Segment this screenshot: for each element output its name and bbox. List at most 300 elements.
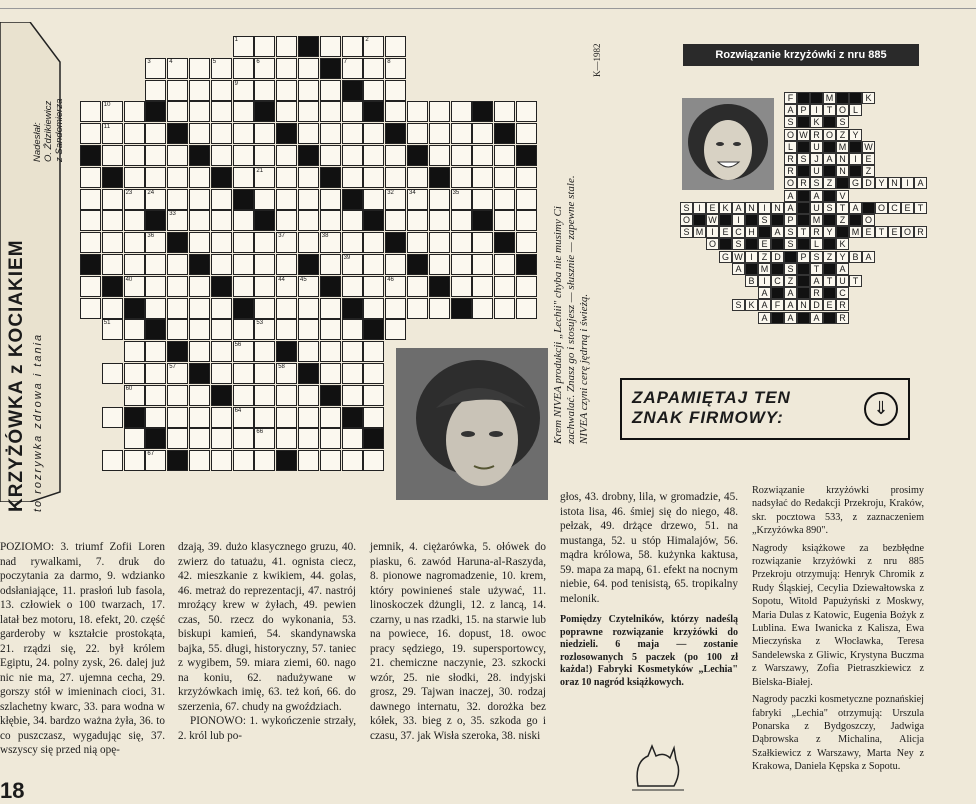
grid-cell	[320, 36, 341, 57]
grid-cell	[385, 210, 406, 231]
clue-number: 60	[125, 385, 133, 392]
grid-cell	[342, 254, 363, 275]
grid-cell	[276, 36, 297, 57]
solution-cell: N	[797, 299, 810, 311]
solution-cell: O	[680, 214, 693, 226]
grid-cell	[276, 428, 297, 449]
grid-cell	[189, 450, 210, 471]
solution-cell: T	[914, 202, 927, 214]
grid-cell	[363, 232, 384, 253]
solution-cell: R	[810, 287, 823, 299]
solution-cell: E	[862, 226, 875, 238]
grid-cell	[472, 276, 493, 297]
solution-block	[797, 141, 810, 153]
solution-cell: E	[888, 226, 901, 238]
solution-cell: D	[810, 299, 823, 311]
solution-block	[745, 263, 758, 275]
clue-number: 9	[234, 80, 238, 87]
clues-column-3	[370, 540, 546, 743]
grid-block	[80, 145, 101, 166]
grid-cell	[233, 80, 254, 101]
solution-block	[823, 190, 836, 202]
solution-block	[823, 238, 836, 250]
solution-cell: I	[693, 202, 706, 214]
grid-cell	[363, 341, 384, 362]
grid-cell	[211, 363, 232, 384]
clue-number: 4	[169, 58, 173, 65]
grid-cell	[124, 341, 145, 362]
solution-cell: A	[784, 312, 797, 324]
grid-cell	[145, 385, 166, 406]
solution-cell: O	[706, 238, 719, 250]
grid-cell	[254, 232, 275, 253]
grid-cell	[124, 450, 145, 471]
grid-block	[407, 254, 428, 275]
solution-cell: S	[797, 153, 810, 165]
grid-cell	[167, 276, 188, 297]
grid-block	[189, 145, 210, 166]
grid-cell	[102, 254, 123, 275]
grid-cell	[276, 232, 297, 253]
grid-cell	[233, 407, 254, 428]
title-banner	[0, 22, 66, 512]
solution-cell: G	[719, 251, 732, 263]
grid-block	[298, 254, 319, 275]
grid-block	[320, 58, 341, 79]
grid-cell	[102, 319, 123, 340]
solution-block	[797, 202, 810, 214]
solution-block	[797, 275, 810, 287]
solution-cell: A	[758, 287, 771, 299]
grid-cell	[472, 254, 493, 275]
grid-cell	[211, 319, 232, 340]
solution-cell: N	[745, 202, 758, 214]
drop-arrow-icon: ⇓	[864, 392, 898, 426]
clue-number: 36	[147, 233, 155, 240]
grid-cell	[102, 210, 123, 231]
solution-cell: A	[758, 299, 771, 311]
sender-name: O. Ździkiewicz	[43, 100, 54, 162]
grid-block	[451, 298, 472, 319]
grid-cell	[429, 210, 450, 231]
grid-cell	[320, 428, 341, 449]
grid-cell	[211, 145, 232, 166]
grid-cell	[80, 210, 101, 231]
grid-cell	[429, 189, 450, 210]
grid-cell	[102, 232, 123, 253]
solution-cell: O	[823, 129, 836, 141]
clue-number: 3	[147, 58, 151, 65]
grid-cell	[167, 101, 188, 122]
grid-block	[145, 319, 166, 340]
grid-cell	[254, 254, 275, 275]
solution-block	[849, 165, 862, 177]
grid-cell	[145, 123, 166, 144]
grid-cell	[276, 407, 297, 428]
solution-cell: R	[836, 299, 849, 311]
solution-cell: Y	[875, 177, 888, 189]
solution-cell: R	[784, 153, 797, 165]
solution-block	[797, 116, 810, 128]
grid-cell	[298, 58, 319, 79]
solution-block	[823, 214, 836, 226]
grid-cell	[167, 298, 188, 319]
grid-cell	[211, 254, 232, 275]
solution-cell: C	[888, 202, 901, 214]
grid-cell	[276, 298, 297, 319]
clue-number: 35	[452, 189, 460, 196]
solution-block	[771, 312, 784, 324]
grid-cell	[276, 167, 297, 188]
grid-cell	[451, 210, 472, 231]
clue-number: 46	[387, 276, 394, 283]
grid-cell	[494, 189, 515, 210]
grid-block	[211, 276, 232, 297]
grid-cell	[451, 189, 472, 210]
solution-cell: T	[823, 104, 836, 116]
brand-mark-box	[620, 378, 910, 440]
grid-cell	[80, 298, 101, 319]
solution-cell: R	[797, 177, 810, 189]
solution-cell: K	[719, 202, 732, 214]
grid-cell	[385, 298, 406, 319]
solution-cell: U	[810, 141, 823, 153]
clue-number: 64	[234, 407, 242, 414]
solution-block	[823, 116, 836, 128]
solution-cell: S	[680, 226, 693, 238]
solution-cell: D	[862, 177, 875, 189]
solution-cell: A	[771, 226, 784, 238]
grid-cell	[167, 363, 188, 384]
grid-block	[494, 123, 515, 144]
grid-cell	[189, 407, 210, 428]
grid-cell	[189, 298, 210, 319]
clues-across-end: dzają, 39. dużo klasycznego gruzu, 40. zwierz do tatuażu, 41. ognista ciecz, 42. mieszkanie z kwikiem, 44. golas, 46. metraż do reprezentacji, 47. nastrój mroźący krew w żyłach, 49. pewien czas, 50. rzecz do wykonania, 53. biskupi kamień, 54. skandynawska bajka, 55. długi, historyczny, 57. taniec z wygibem, 59. miara ziemi, 60. nago na koniu, 62. nadużywane w krzyżówkach imię, 63. też koń, 66. do szerzenia, 67. chudy na gwoździach.	[178, 541, 356, 713]
solution-cell: I	[745, 251, 758, 263]
grid-cell	[233, 232, 254, 253]
solution-cell: C	[771, 275, 784, 287]
grid-cell	[145, 341, 166, 362]
solution-block	[771, 263, 784, 275]
clues-down-middle: jemnik, 4. ciężarówka, 5. ołówek do piasku, 6. zawód Haruna-al-Raszyda, 8. pionowe nagromadzenie, 10. krem, który powinieneś stale używać, 11. linoskoczek dżungli, 12. z lancą, 14. czarny, u nas rzadki, 15. na starwie lub na powiece, 16. dopust, 18. owoc pracy sędziego, 19. supersportowcy, 21. chemiczne naczynie, 23. szkocki wzór, 25. nie słodki, 28. indyjski grosz, 29. Tajwan inaczej, 30. rodzaj dawnego internatu, 32. dorożka bez kółek, 33. bieg z o, 35. szkoda go i czasu, 37. jak Wisła szeroka, 38. niski	[370, 541, 546, 742]
clues-column-4	[560, 490, 738, 689]
grid-cell	[233, 428, 254, 449]
grid-cell	[189, 189, 210, 210]
grid-cell	[189, 428, 210, 449]
grid-cell	[254, 450, 275, 471]
grid-cell	[516, 123, 537, 144]
submission-instructions: Rozwiązanie krzyżówki prosimy nadsyłać do Redakcji Przekroju, Kraków, skr. pocztowa 533, z zaznaczeniem „Krzyżówka 890".	[752, 485, 924, 537]
grid-cell	[167, 167, 188, 188]
clue-number: 10	[103, 102, 111, 109]
grid-cell	[516, 101, 537, 122]
grid-cell	[233, 319, 254, 340]
clue-number: 58	[278, 364, 285, 370]
grid-cell	[167, 210, 188, 231]
grid-cell	[385, 101, 406, 122]
solution-cell: Z	[862, 165, 875, 177]
grid-block	[124, 407, 145, 428]
solution-cell: S	[732, 299, 745, 311]
solution-block	[823, 165, 836, 177]
grid-cell	[233, 123, 254, 144]
grid-cell	[407, 101, 428, 122]
grid-block	[145, 428, 166, 449]
grid-block	[516, 145, 537, 166]
grid-block	[124, 298, 145, 319]
grid-cell	[320, 189, 341, 210]
grid-cell	[429, 101, 450, 122]
clue-number: 56	[234, 342, 242, 349]
clues-column-1	[0, 540, 165, 758]
solution-cell: U	[836, 275, 849, 287]
solution-block	[836, 177, 849, 189]
grid-cell	[233, 145, 254, 166]
grid-cell	[211, 123, 232, 144]
model-photo	[396, 348, 548, 500]
grid-cell	[451, 232, 472, 253]
solution-block	[771, 287, 784, 299]
grid-cell	[363, 58, 384, 79]
grid-cell	[385, 319, 406, 340]
grid-cell	[233, 101, 254, 122]
solution-block	[797, 190, 810, 202]
solution-cell: L	[784, 141, 797, 153]
grid-block	[429, 276, 450, 297]
grid-cell	[254, 167, 275, 188]
grid-cell	[494, 210, 515, 231]
grid-cell	[167, 254, 188, 275]
solution-cell: Z	[758, 251, 771, 263]
top-rule	[0, 0, 976, 9]
grid-cell	[124, 210, 145, 231]
grid-cell	[363, 385, 384, 406]
solution-block	[823, 312, 836, 324]
grid-cell	[342, 210, 363, 231]
solution-block	[745, 214, 758, 226]
solution-cell: E	[758, 238, 771, 250]
grid-cell	[145, 80, 166, 101]
clue-number: 32	[387, 189, 394, 196]
brand-slogan	[632, 388, 791, 428]
page-number: 18	[0, 778, 25, 803]
solution-block	[810, 92, 823, 104]
clues-across-start: POZIOMO: 3. triumf Zofii Loren nad rywalkami, 7. druk do poczytania za darmo, 9. wdzianko odsłaniające, 11. prasłoń lub fasola, 13. człowiek o 100 twarzach, 17. latał bez motoru, 18. efekt, 20. część garderoby w kształcie prostokąta, 21. rządzi się, 22. był królem Egiptu, 24. polny zysk, 26. dalej już nic nie ma, 27. ujemna cecha, 29. gorszy stół w imieninach cioci, 31. szlachetny kwarc, 33. para wodna w kłębie, 34. bardzo ważna żyła, 36. to co puszczasz, wygadując się, 37. wszyscy się przed nią opę-	[0, 541, 165, 756]
grid-cell	[254, 407, 275, 428]
grid-cell	[233, 450, 254, 471]
solution-block	[823, 263, 836, 275]
grid-cell	[233, 210, 254, 231]
grid-cell	[124, 101, 145, 122]
cat-doodle-image	[628, 742, 688, 794]
grid-block	[342, 298, 363, 319]
grid-cell	[145, 450, 166, 471]
grid-cell	[320, 123, 341, 144]
grid-cell	[320, 101, 341, 122]
grid-cell	[320, 450, 341, 471]
grid-block	[254, 210, 275, 231]
grid-cell	[320, 407, 341, 428]
clue-number: 5	[212, 58, 217, 65]
grid-cell	[298, 385, 319, 406]
solution-cell: I	[849, 153, 862, 165]
grid-cell	[211, 450, 232, 471]
solution-cell: M	[810, 214, 823, 226]
solution-cell: S	[836, 116, 849, 128]
sender-credit	[32, 52, 65, 162]
clue-number: 21	[256, 167, 264, 174]
solution-cell: V	[836, 190, 849, 202]
grid-cell	[124, 189, 145, 210]
clue-number: 39	[343, 255, 351, 261]
grid-cell	[80, 123, 101, 144]
solution-cell: U	[810, 165, 823, 177]
grid-cell	[472, 145, 493, 166]
grid-block	[494, 232, 515, 253]
solution-title: Rozwiązanie krzyżówki z nru 885	[683, 44, 919, 66]
solution-cell: C	[836, 287, 849, 299]
grid-cell	[189, 319, 210, 340]
solution-cell: M	[836, 141, 849, 153]
solution-cell: Y	[823, 226, 836, 238]
grid-cell	[342, 363, 363, 384]
solution-cell: A	[784, 202, 797, 214]
grid-cell	[320, 210, 341, 231]
smiling-woman-image	[682, 98, 774, 190]
solution-cell: E	[823, 299, 836, 311]
advert-line-2: zachwalać. Znasz go i stosujesz — słusznie — zapewne stale.	[565, 175, 577, 444]
solution-block	[745, 238, 758, 250]
grid-cell	[276, 385, 297, 406]
solution-cell: P	[797, 251, 810, 263]
grid-cell	[407, 298, 428, 319]
grid-cell	[124, 276, 145, 297]
grid-cell	[254, 319, 275, 340]
grid-cell	[189, 101, 210, 122]
grid-block	[385, 123, 406, 144]
solution-cell: E	[706, 202, 719, 214]
grid-cell	[298, 80, 319, 101]
solution-cell: I	[758, 202, 771, 214]
clue-number: 11	[103, 124, 111, 131]
solution-cell: F	[784, 92, 797, 104]
grid-cell	[102, 407, 123, 428]
grid-cell	[298, 123, 319, 144]
grid-cell	[167, 319, 188, 340]
grid-cell	[298, 450, 319, 471]
grid-cell	[516, 189, 537, 210]
grid-cell	[516, 276, 537, 297]
solution-cell: S	[784, 226, 797, 238]
solution-cell: G	[849, 177, 862, 189]
solution-block	[719, 238, 732, 250]
grid-cell	[472, 298, 493, 319]
grid-cell	[363, 167, 384, 188]
solution-cell: A	[784, 104, 797, 116]
grid-cell	[385, 36, 406, 57]
grid-cell	[254, 341, 275, 362]
grid-cell	[429, 232, 450, 253]
clues-column-2	[178, 540, 356, 743]
grid-cell	[363, 298, 384, 319]
grid-cell	[211, 189, 232, 210]
solution-cell: N	[771, 202, 784, 214]
grid-cell	[254, 145, 275, 166]
clue-number: 8	[387, 58, 391, 65]
solution-cell: L	[810, 238, 823, 250]
clues-column-5	[752, 484, 924, 774]
solution-cell: O	[862, 214, 875, 226]
solution-cell: W	[797, 129, 810, 141]
solution-cell: T	[810, 263, 823, 275]
grid-block	[472, 210, 493, 231]
solution-cell: A	[862, 251, 875, 263]
grid-cell	[342, 58, 363, 79]
grid-cell	[320, 363, 341, 384]
clue-number: 45	[300, 276, 307, 283]
grid-cell	[298, 210, 319, 231]
grid-cell	[254, 276, 275, 297]
solution-cell: Y	[836, 251, 849, 263]
grid-cell	[385, 189, 406, 210]
solution-cell: A	[784, 287, 797, 299]
grid-cell	[80, 167, 101, 188]
grid-cell	[211, 407, 232, 428]
nivea-advert	[552, 44, 604, 444]
grid-cell	[189, 385, 210, 406]
grid-cell	[102, 363, 123, 384]
solution-block	[849, 214, 862, 226]
solution-cell: O	[836, 104, 849, 116]
prize-announcement: Pomiędzy Czytelników, którzy nadeślą poprawne rozwiązanie krzyżówki do niedzieli. 6 maja — zostanie rozlosowanych 5 paczek (po 100 zł każda!) Fabryki Kosmetyków „Lechia" oraz 10 nagród książkowych.	[560, 614, 738, 688]
grid-block	[342, 80, 363, 101]
grid-cell	[363, 407, 384, 428]
grid-cell	[342, 36, 363, 57]
clue-number: 1	[234, 37, 238, 43]
grid-cell	[254, 36, 275, 57]
grid-block	[189, 363, 210, 384]
grid-cell	[211, 232, 232, 253]
grid-cell	[342, 232, 363, 253]
solution-cell: M	[823, 92, 836, 104]
grid-cell	[189, 276, 210, 297]
grid-cell	[276, 319, 297, 340]
grid-cell	[276, 58, 297, 79]
solution-cell: A	[849, 202, 862, 214]
clue-number: 53	[256, 320, 264, 327]
grid-cell	[385, 167, 406, 188]
grid-cell	[494, 145, 515, 166]
grid-cell	[385, 80, 406, 101]
solution-cell: K	[745, 299, 758, 311]
solution-block	[797, 312, 810, 324]
grid-block	[298, 36, 319, 57]
grid-cell	[102, 189, 123, 210]
solution-cell: K	[862, 92, 875, 104]
solution-cell: S	[784, 263, 797, 275]
clue-number: 67	[147, 451, 155, 458]
crossword-subtitle: to rozrywka zdrowa i tania	[32, 332, 44, 512]
solution-block	[849, 141, 862, 153]
grid-cell	[342, 450, 363, 471]
solution-block	[823, 287, 836, 299]
grid-cell	[320, 145, 341, 166]
grid-cell	[385, 276, 406, 297]
grid-cell	[211, 58, 232, 79]
solution-cell: I	[901, 177, 914, 189]
grid-cell	[363, 123, 384, 144]
grid-block	[320, 167, 341, 188]
